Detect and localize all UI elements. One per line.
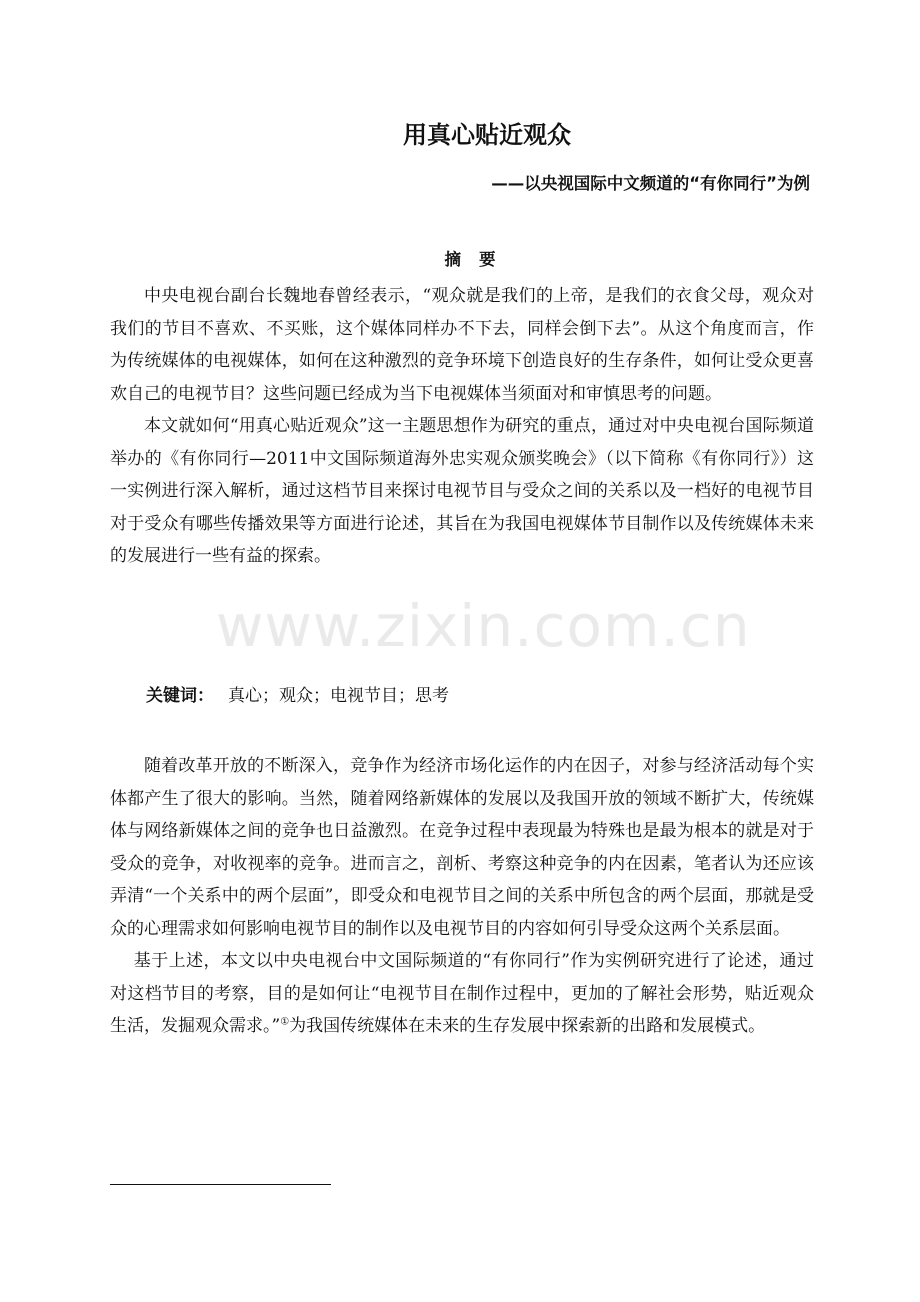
document-subtitle: ——以央视国际中文频道的“有你同行”为例: [491, 174, 810, 193]
abstract-heading: 摘要: [444, 250, 514, 269]
abstract-section: [110, 280, 814, 573]
body-paragraph-2-text: 基于上述，本文以中央电视台中文国际频道的“有你同行”作为实例研究进行了论述，通过对这档节目的考察，目的是如何让“电视节目在制作过程中，更加的了解社会形势，贴近观众生活，发掘观众需求。”: [110, 951, 814, 1036]
keywords-label: 关键词：: [146, 686, 214, 706]
body-section: [110, 750, 814, 1043]
abstract-paragraph-1: 中央电视台副台长魏地春曾经表示，“观众就是我们的上帝，是我们的衣食父母，观众对我们的节目不喜欢、不买账，这个媒体同样办不下去，同样会倒下去”。从这个角度而言，作为传统媒体的电视媒体，如何在这种激烈的竞争环境下创造良好的生存条件，如何让受众更喜欢自己的电视节目？这些问题已经成为当下电视媒体当须面对和审慎思考的问题。: [110, 286, 814, 404]
body-paragraph-2-continuation: 为我国传统媒体在未来的生存发展中探索新的出路和发展模式。: [289, 1016, 766, 1036]
body-paragraph-2: [110, 945, 814, 1043]
footnote-marker[interactable]: ①: [280, 1016, 290, 1028]
watermark: www.zixin.com.cn: [216, 592, 751, 660]
body-paragraph-1: 随着改革开放的不断深入，竞争作为经济市场化运作的内在因子，对参与经济活动每个实体都产生了很大的影响。当然，随着网络新媒体的发展以及我国开放的领域不断扩大，传统媒体与网络新媒体之间的竞争也日益激烈。在竞争过程中表现最为特殊也是最为根本的就是对于受众的竞争，对收视率的竞争。进而言之，剖析、考察这种竞争的内在因素，笔者认为还应该弄清“一个关系中的两个层面”，即受众和电视节目之间的关系中所包含的两个层面，那就是受众的心理需求如何影响电视节目的制作以及电视节目的内容如何引导受众这两个关系层面。: [110, 756, 814, 939]
document-title: 用真心贴近观众: [403, 121, 571, 149]
abstract-paragraph-2: 本文就如何“用真心贴近观众”这一主题思想作为研究的重点，通过对中央电视台国际频道举办的《有你同行—2011中文国际频道海外忠实观众颁奖晚会》（以下简称《有你同行》）这一实例进行深入解析，通过这档节目来探讨电视节目与受众之间的关系以及一档好的电视节目对于受众有哪些传播效果等方面进行论述，其旨在为我国电视媒体节目制作以及传统媒体未来的发展进行一些有益的探索。: [110, 416, 814, 566]
footnote-separator: [110, 1184, 331, 1185]
keywords-text: 真心；观众；电视节目；思考: [228, 686, 449, 706]
keywords-line: [146, 680, 449, 712]
